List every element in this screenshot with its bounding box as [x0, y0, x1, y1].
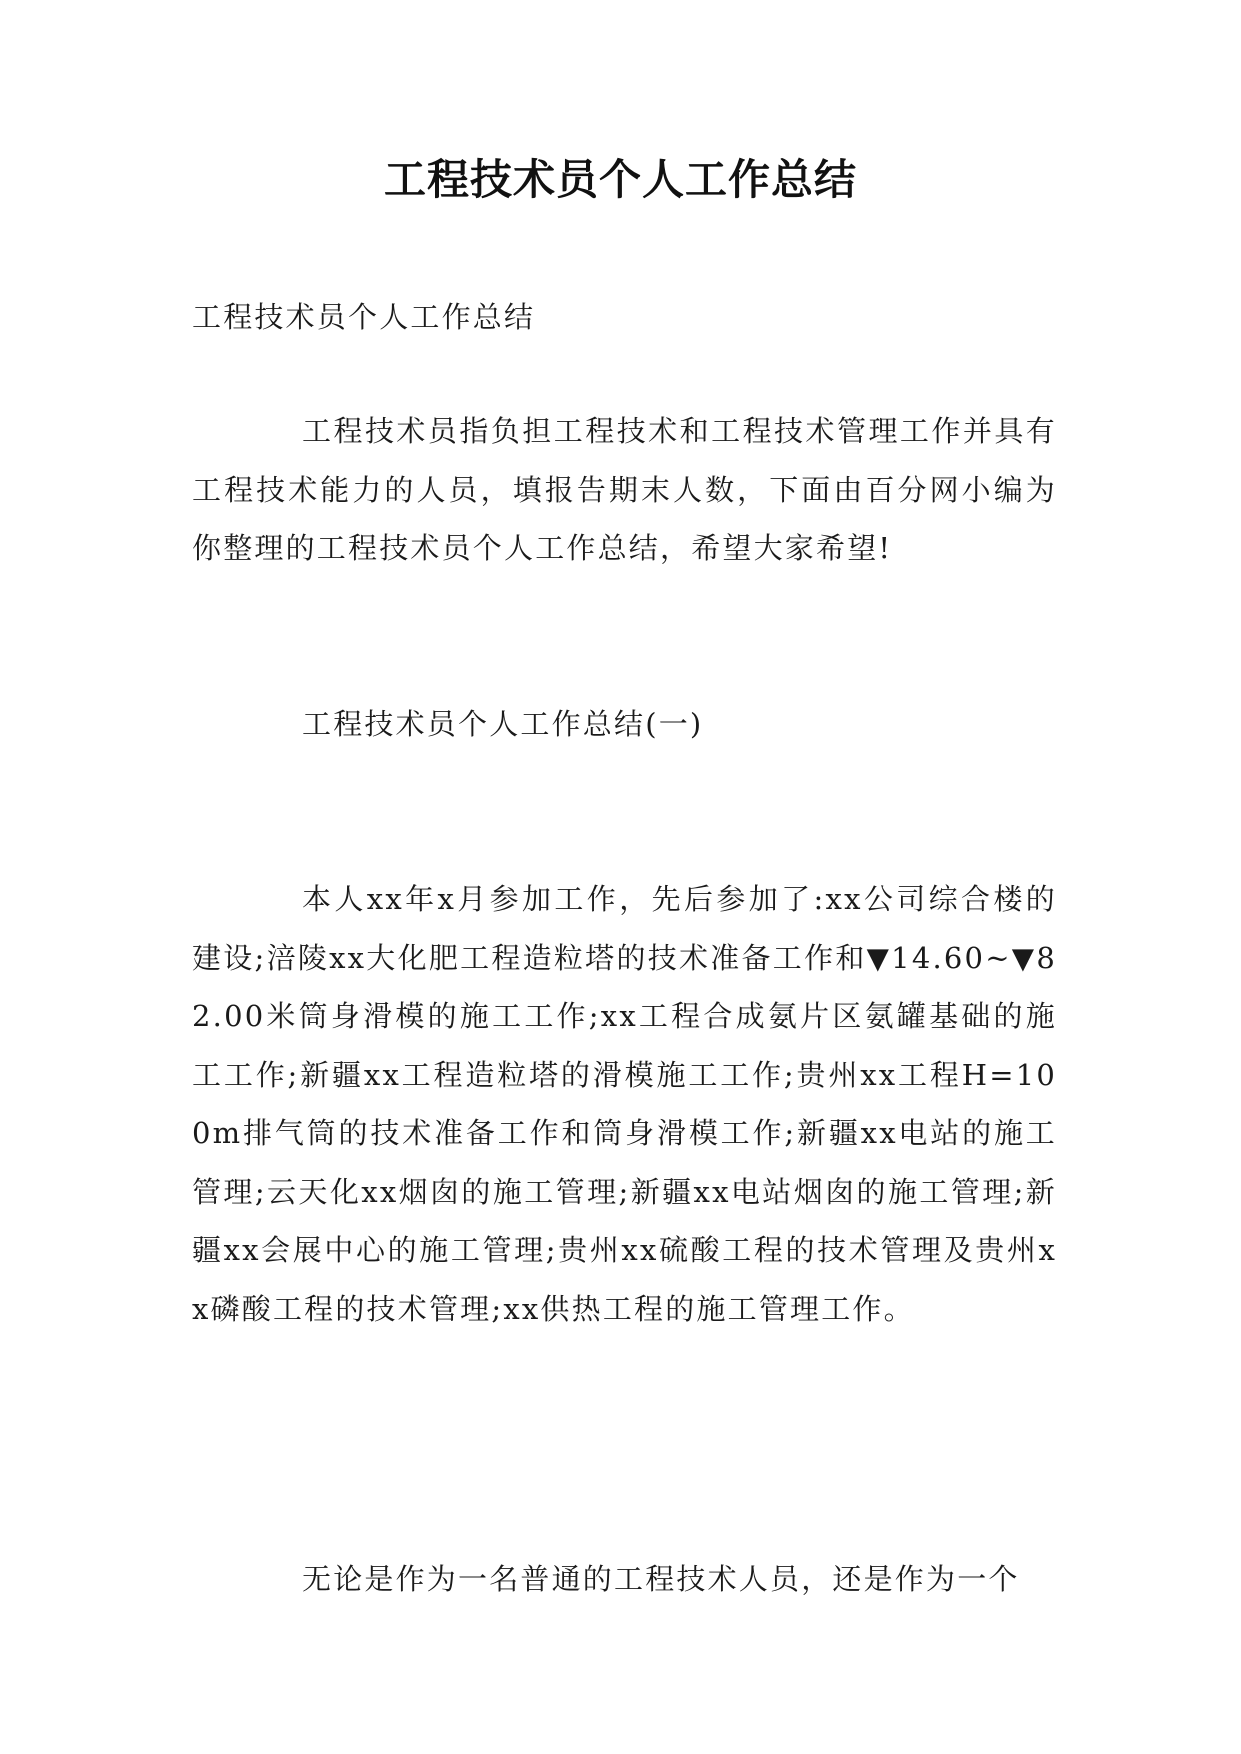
section-heading: 工程技术员个人工作总结(一) — [302, 707, 704, 741]
body-paragraph: 本人xx年x月参加工作，先后参加了:xx公司综合楼的建设;涪陵xx大化肥工程造粒塔的技术准备工作和▼14.60~▼82.00米筒身滑模的施工工作;xx工程合成氨片区氨罐基础的施工工作;新疆xx工程造粒塔的滑模施工工作;贵州xx工程H=100m排气筒的技术准备工作和筒身滑模工作;新疆xx电站的施工管理;云天化xx烟囱的施工管理;新疆xx电站烟囱的施工管理;新疆xx会展中心的施工管理;贵州xx硫酸工程的技术管理及贵州xx磷酸工程的技术管理;xx供热工程的施工管理工作。 — [192, 882, 1057, 1326]
document-title: 工程技术员个人工作总结 — [383, 155, 857, 204]
document-subtitle: 工程技术员个人工作总结 — [192, 300, 536, 334]
intro-paragraph: 工程技术员指负担工程技术和工程技术管理工作并具有工程技术能力的人员，填报告期末人数，下面由百分网小编为你整理的工程技术员个人工作总结，希望大家希望! — [192, 414, 1057, 565]
body-paragraph: 无论是作为一名普通的工程技术人员，还是作为一个 — [302, 1562, 1020, 1596]
